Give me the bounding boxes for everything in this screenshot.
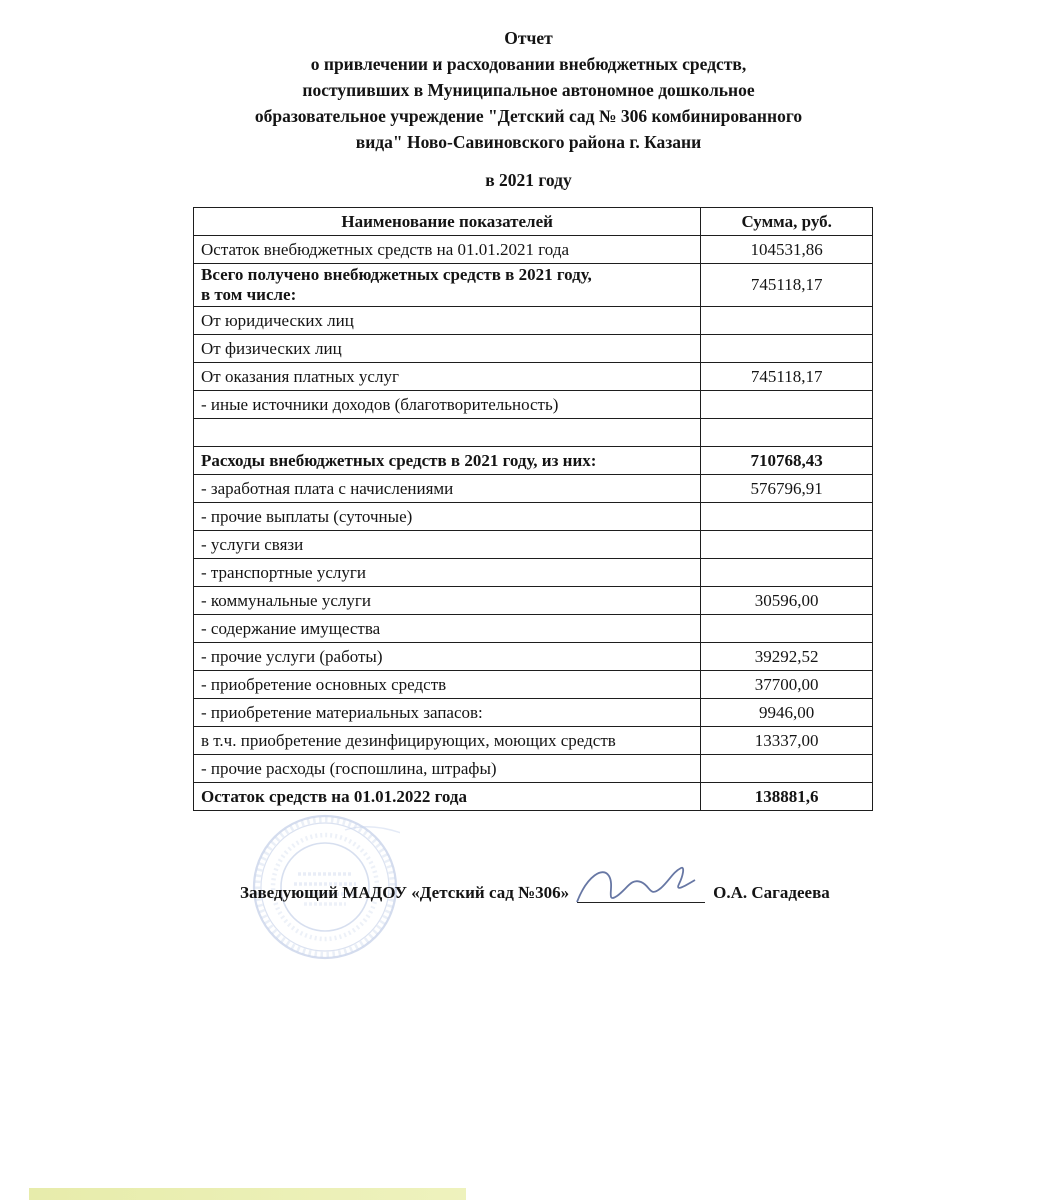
report-period: в 2021 году [485, 170, 572, 190]
row-value [701, 615, 873, 643]
title-line: поступивших в Муниципальное автономное дошкольное [302, 80, 755, 100]
table-header-row [194, 208, 873, 236]
column-header-name: Наименование показателей [194, 208, 701, 236]
row-label: - приобретение основных средств [194, 671, 701, 699]
row-value: 39292,52 [701, 643, 873, 671]
row-label: - транспортные услуги [194, 559, 701, 587]
row-label-line: Всего получено внебюджетных средств в 2021 году, [201, 265, 592, 284]
row-label-line: в том числе: [201, 285, 297, 304]
table-row [194, 559, 873, 587]
table-row-empty [194, 419, 873, 447]
column-header-amount: Сумма, руб. [701, 208, 873, 236]
row-value [701, 503, 873, 531]
row-value [701, 531, 873, 559]
row-label: - прочие выплаты (суточные) [194, 503, 701, 531]
row-label: - прочие услуги (работы) [194, 643, 701, 671]
row-label: - заработная плата с начислениями [194, 475, 701, 503]
signature-line [577, 882, 705, 903]
row-value [701, 755, 873, 783]
table-row [194, 236, 873, 264]
row-value [701, 559, 873, 587]
table-row [194, 475, 873, 503]
signature-block [240, 882, 830, 903]
row-label: - коммунальные услуги [194, 587, 701, 615]
title-line: образовательное учреждение "Детский сад № 306 комбинированного [254, 106, 803, 126]
table-row [194, 503, 873, 531]
table-row [194, 643, 873, 671]
funds-table [193, 207, 873, 811]
scan-artifact-strip [29, 1188, 466, 1200]
signatory-title: Заведующий МАДОУ «Детский сад №306» [240, 883, 570, 902]
row-value: 104531,86 [701, 236, 873, 264]
row-value: 710768,43 [701, 447, 873, 475]
report-title [0, 0, 1057, 155]
table-row [194, 755, 873, 783]
row-value [701, 307, 873, 335]
table-row [194, 699, 873, 727]
row-label [194, 264, 701, 307]
table-row [194, 391, 873, 419]
row-value: 9946,00 [701, 699, 873, 727]
row-label: Остаток внебюджетных средств на 01.01.2021 года [194, 236, 701, 264]
row-label: От физических лиц [194, 335, 701, 363]
row-label [194, 419, 701, 447]
title-line: вида" Ново-Савиновского района г. Казани [355, 132, 702, 152]
row-label: От оказания платных услуг [194, 363, 701, 391]
signatory-name: О.А. Сагадеева [713, 883, 830, 902]
row-value: 30596,00 [701, 587, 873, 615]
row-label: От юридических лиц [194, 307, 701, 335]
title-line: о привлечении и расходовании внебюджетных средств, [310, 54, 747, 74]
row-label: - прочие расходы (госпошлина, штрафы) [194, 755, 701, 783]
table-row [194, 531, 873, 559]
row-value: 745118,17 [701, 264, 873, 307]
table-row [194, 264, 873, 307]
row-label: - иные источники доходов (благотворительность) [194, 391, 701, 419]
row-label: - приобретение материальных запасов: [194, 699, 701, 727]
table-row [194, 363, 873, 391]
row-value: 13337,00 [701, 727, 873, 755]
title-line: Отчет [504, 28, 553, 48]
table-row [194, 307, 873, 335]
row-value [701, 335, 873, 363]
table-row [194, 727, 873, 755]
table-row [194, 671, 873, 699]
row-value: 37700,00 [701, 671, 873, 699]
handwritten-signature-icon [569, 862, 714, 910]
table-row [194, 783, 873, 811]
row-value: 745118,17 [701, 363, 873, 391]
table-row [194, 447, 873, 475]
table-row [194, 587, 873, 615]
table-row [194, 615, 873, 643]
row-label: - содержание имущества [194, 615, 701, 643]
row-value [701, 391, 873, 419]
row-label: в т.ч. приобретение дезинфицирующих, моющих средств [194, 727, 701, 755]
row-value [701, 419, 873, 447]
row-label: Остаток средств на 01.01.2022 года [194, 783, 701, 811]
row-label: - услуги связи [194, 531, 701, 559]
row-label: Расходы внебюджетных средств в 2021 году, из них: [194, 447, 701, 475]
table-row [194, 335, 873, 363]
row-value: 576796,91 [701, 475, 873, 503]
row-value: 138881,6 [701, 783, 873, 811]
